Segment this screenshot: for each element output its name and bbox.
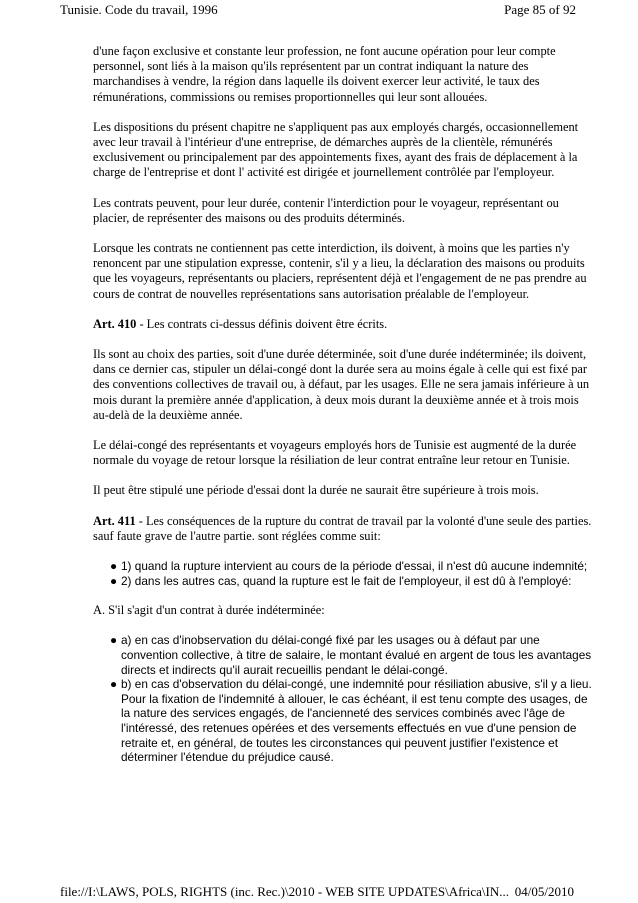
header-title: Tunisie. Code du travail, 1996 bbox=[60, 2, 218, 17]
section-heading: A. S'il s'agit d'un contrat à durée indéterminée: bbox=[93, 603, 325, 618]
list-item bbox=[110, 559, 593, 574]
list-item bbox=[110, 677, 593, 765]
list-item-text: a) en cas d'inobservation du délai-congé fixé par les usages ou à défaut par une convention collective, à titre de salaire, le montant évalué en argent de tous les avantages directs et indirects qu'il aurait recueillis pendant le délai-congé. bbox=[121, 633, 592, 677]
article-text: - Les contrats ci-dessus définis doivent être écrits. bbox=[136, 316, 388, 331]
paragraph: Lorsque les contrats ne contiennent pas cette interdiction, ils doivent, à moins que les parties n'y renoncent par une stipulation expresse, contenir, s'il y a lieu, la déclaration des maisons ou produits que les voyageurs, représentants ou placiers, représentent déjà et l'engagement de ne pas prendre au cours de contrat de nouvelles représentations sans autorisation préalable de l'employeur. bbox=[93, 241, 587, 301]
footer-date: 04/05/2010 bbox=[514, 884, 574, 899]
article-411 bbox=[93, 514, 593, 544]
paragraph: Ils sont au choix des parties, soit d'une durée déterminée, soit d'une durée indéterminée; ils doivent, dans ce dernier cas, stipuler un délai-congé dont la durée sera au moins égale à celle qui est fixé par des conventions collectives de travail ou, à défaut, par les usages. Elle ne sera jamais inférieure à un mois durant la première année d'application, à deux mois durant la deuxième année et à trois mois au-delà de la deuxième année. bbox=[93, 347, 590, 422]
list-item-text: b) en cas d'observation du délai-congé, une indemnité pour résiliation abusive, s'il y a lieu. Pour la fixation de l'indemnité à allouer, le cas échéant, il est tenu compte des usages, de la nature des services engagés, de l'ancienneté des services combinés avec l'âge de l'intéressé, des retenues opérées et des versements effectués en vue d'une pension de retraite et, en général, de toutes les circonstances qui peuvent justifier l'existence et déterminer l'étendue du préjudice causé. bbox=[121, 677, 592, 765]
article-text: - Les conséquences de la rupture du contrat de travail par la volonté d'une seule des parties. sauf faute grave de l'autre partie. sont réglées comme suit: bbox=[93, 513, 592, 543]
list-item bbox=[110, 573, 593, 589]
bullet-list-2 bbox=[93, 633, 593, 764]
paragraph: d'une façon exclusive et constante leur profession, ne font aucune opération pour leur compte personnel, sont liés à la maison qu'ils représentent par un contrat indiquant la nature des marchandises à vendre, la région dans laquelle ils doivent exercer leur activité, le taux des rémunérations, commissions ou remises proportionnelles qui leur sont allouées. bbox=[93, 44, 556, 104]
bullet-icon: ● bbox=[110, 559, 118, 574]
page-number: Page 85 of 92 bbox=[504, 2, 576, 17]
article-label: Art. 410 bbox=[93, 316, 137, 331]
article-410 bbox=[93, 317, 593, 332]
document-body bbox=[93, 44, 593, 780]
bullet-list-1 bbox=[93, 559, 593, 588]
paragraph: Le délai-congé des représentants et voyageurs employés hors de Tunisie est augmenté de la durée normale du voyage de retour lorsque la résiliation de leur contrat entraîne leur retour en Tunisie. bbox=[93, 438, 577, 468]
list-item bbox=[110, 633, 593, 677]
bullet-icon: ● bbox=[110, 633, 118, 648]
article-label: Art. 411 bbox=[93, 513, 136, 528]
paragraph: Il peut être stipulé une période d'essai dont la durée ne saurait être supérieure à trois mois. bbox=[93, 483, 539, 498]
bullet-icon: ● bbox=[110, 677, 118, 692]
footer-file-path: file://I:\LAWS, POLS, RIGHTS (inc. Rec.)\2010 - WEB SITE UPDATES\Africa\IN... bbox=[60, 884, 509, 899]
bullet-icon: ● bbox=[110, 573, 118, 588]
paragraph: Les contrats peuvent, pour leur durée, contenir l'interdiction pour le voyageur, représentant ou placier, de représenter des maisons ou des produits déterminés. bbox=[93, 195, 559, 225]
list-item-text: 2) dans les autres cas, quand la rupture est le fait de l'employeur, il est dû à l'employé: bbox=[121, 573, 572, 588]
list-item-text: 1) quand la rupture intervient au cours de la période d'essai, il n'est dû aucune indemnité; bbox=[121, 559, 588, 574]
paragraph: Les dispositions du présent chapitre ne s'appliquent pas aux employés chargés, occasionnellement avec leur travail à l'intérieur d'une entreprise, de démarches auprès de la clientèle, rémunérés exclusivement ou principalement par des appointements fixes, ayant des frais de déplacement à la charge de l'entreprise et dont l' activité est dirigée et journellement contrôlée par l'employeur. bbox=[93, 119, 579, 180]
